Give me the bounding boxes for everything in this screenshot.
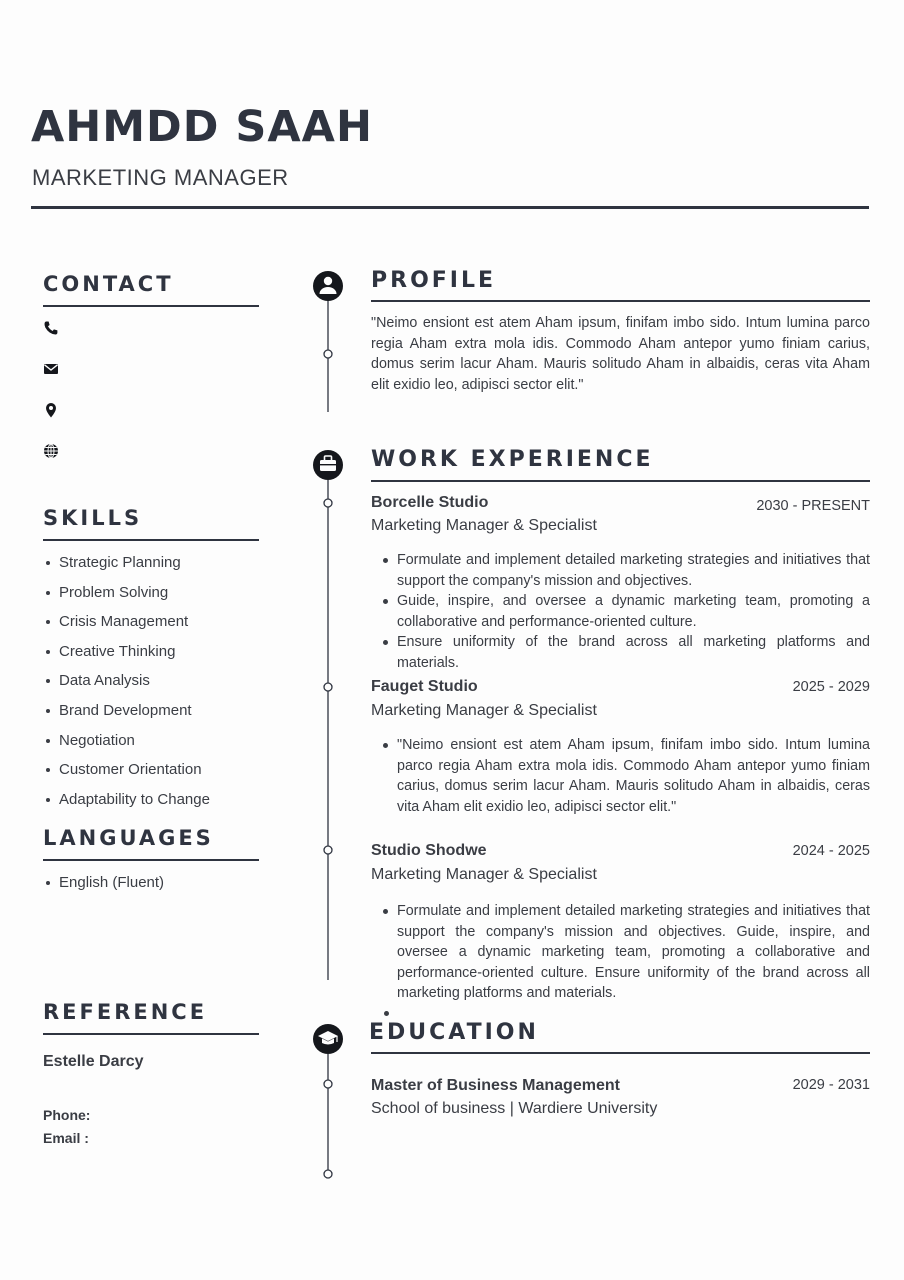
work-briefcase-icon bbox=[313, 450, 343, 480]
list-item: "Neimo ensiont est atem Aham ipsum, finifam imbo sido. Intum lumina parco regia Aham extra mola idis. Commodo Aham antepor yumo finiam carius, domus serim lacur Aham. Mauris solitudo Aham in albaidis, ceras vita Aham elit exidio leo, adipisci sector elit." bbox=[371, 735, 870, 817]
list-item: Brand Development bbox=[45, 696, 210, 726]
list-item: Formulate and implement detailed marketing strategies and initiatives that support the company's mission and objectives. Guide, inspire, and oversee a dynamic marketing team, promoting a collaborative and performance-oriented culture. Ensure uniformity of the brand across all marketing platforms and materials. bbox=[371, 901, 870, 1004]
list-item: English (Fluent) bbox=[45, 868, 164, 898]
contact-divider bbox=[43, 305, 259, 307]
profile-heading: PROFILE bbox=[371, 268, 497, 293]
education-divider bbox=[371, 1052, 870, 1054]
job-bullets bbox=[371, 735, 870, 817]
job-company: Studio Shodwe bbox=[371, 842, 487, 859]
list-item: Formulate and implement detailed marketing strategies and initiatives that support the company's mission and objectives. bbox=[371, 550, 870, 591]
education-years: 2029 - 2031 bbox=[792, 1077, 870, 1093]
languages-list bbox=[45, 868, 164, 898]
bullet-dot bbox=[384, 1011, 389, 1016]
contact-heading: CONTACT bbox=[43, 272, 174, 296]
globe-icon bbox=[43, 443, 59, 459]
work-divider bbox=[371, 480, 870, 482]
education-degree: Master of Business Management bbox=[371, 1077, 620, 1094]
profile-text: "Neimo ensiont est atem Aham ipsum, finifam imbo sido. Intum lumina parco regia Aham extra mola idis. Commodo Aham antepor yumo finiam carius, domus serim lacur Aham. Mauris solitudo Aham in albaidis, ceras vita Aham elit exidio leo, adipisci sector elit." bbox=[371, 315, 870, 393]
list-item: Strategic Planning bbox=[45, 548, 210, 578]
job-company: Fauget Studio bbox=[371, 678, 478, 695]
list-item: Guide, inspire, and oversee a dynamic marketing team, promoting a collaborative and performance-oriented culture. bbox=[371, 591, 870, 632]
job-bullets bbox=[371, 901, 870, 1004]
candidate-title: MARKETING MANAGER bbox=[32, 165, 289, 190]
location-pin-icon bbox=[43, 402, 59, 418]
reference-heading: REFERENCE bbox=[43, 1000, 208, 1024]
job-company: Borcelle Studio bbox=[371, 494, 489, 511]
mail-icon bbox=[43, 361, 59, 377]
candidate-name: AHMDD SAAH bbox=[31, 102, 373, 152]
languages-heading: LANGUAGES bbox=[43, 826, 214, 850]
list-item: Creative Thinking bbox=[45, 637, 210, 667]
list-item: Negotiation bbox=[45, 726, 210, 756]
reference-divider bbox=[43, 1033, 259, 1035]
timeline-node bbox=[324, 350, 332, 1178]
job-role: Marketing Manager & Specialist bbox=[371, 517, 597, 534]
reference-email-label: Email : bbox=[43, 1130, 89, 1146]
profile-divider bbox=[371, 300, 870, 302]
list-item: Problem Solving bbox=[45, 578, 210, 608]
skills-heading: SKILLS bbox=[43, 506, 143, 530]
work-heading: WORK EXPERIENCE bbox=[371, 447, 654, 472]
languages-divider bbox=[43, 859, 259, 861]
profile-user-icon bbox=[313, 271, 343, 301]
job-years: 2030 - PRESENT bbox=[756, 498, 870, 514]
reference-phone-label: Phone: bbox=[43, 1107, 91, 1123]
education-heading: EDUCATION bbox=[369, 1020, 539, 1045]
list-item: Data Analysis bbox=[45, 666, 210, 696]
list-item: Customer Orientation bbox=[45, 755, 210, 785]
education-cap-icon bbox=[313, 1024, 343, 1054]
job-bullets bbox=[371, 550, 870, 673]
phone-icon bbox=[43, 320, 59, 336]
reference-name: Estelle Darcy bbox=[43, 1053, 144, 1070]
header-divider bbox=[31, 206, 869, 209]
skills-divider bbox=[43, 539, 259, 541]
list-item: Ensure uniformity of the brand across all marketing platforms and materials. bbox=[371, 632, 870, 673]
education-school: School of business | Wardiere University bbox=[371, 1100, 658, 1117]
job-role: Marketing Manager & Specialist bbox=[371, 866, 597, 883]
job-role: Marketing Manager & Specialist bbox=[371, 702, 597, 719]
skills-list bbox=[45, 548, 210, 814]
job-years: 2025 - 2029 bbox=[792, 679, 870, 695]
list-item: Adaptability to Change bbox=[45, 785, 210, 815]
job-years: 2024 - 2025 bbox=[792, 843, 870, 859]
list-item: Crisis Management bbox=[45, 607, 210, 637]
